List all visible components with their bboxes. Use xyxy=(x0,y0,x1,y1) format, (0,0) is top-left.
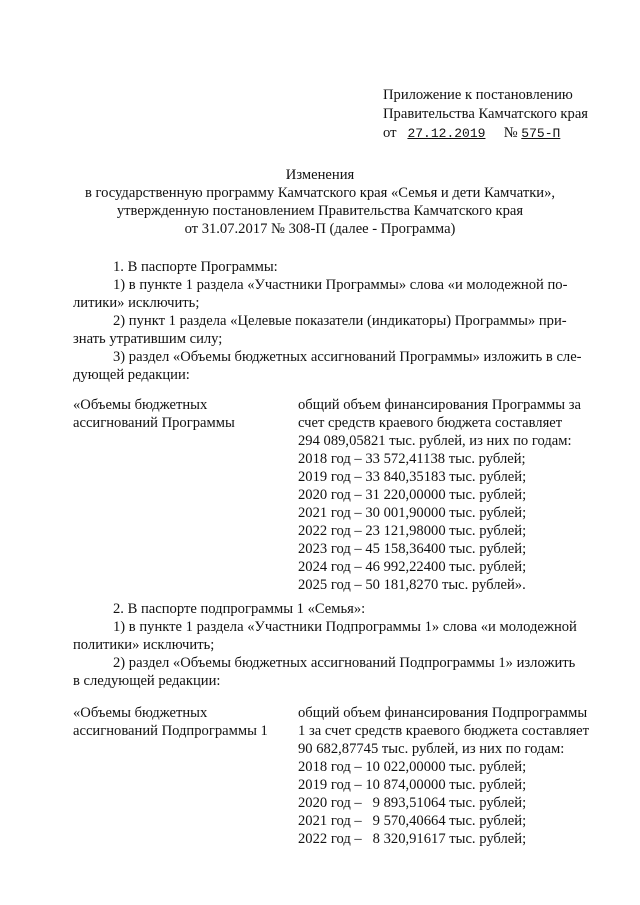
section-2-item-1-line-2: политики» исключить; xyxy=(73,637,215,653)
year-row: 2018 год – 33 572,41138 тыс. рублей; xyxy=(298,451,526,467)
year-row: 2022 год – 23 121,98000 тыс. рублей; xyxy=(298,523,527,539)
title-line-3: утвержденную постановлением Правительства Камчатского края xyxy=(116,203,524,219)
section-1-heading: 1. В паспорте Программы: xyxy=(113,259,278,275)
section-2-right-line-3: 90 682,87745 тыс. рублей, из них по годам: xyxy=(298,741,565,757)
resolution-number: 575-П xyxy=(521,126,561,141)
year-row: 2020 год – 9 893,51064 тыс. рублей; xyxy=(298,795,527,811)
section-1-item-1-line-1: 1) в пункте 1 раздела «Участники Программы» слова «и молодежной по- xyxy=(113,277,568,293)
document-header xyxy=(383,86,588,143)
section-1-left-line-2: ассигнований Программы xyxy=(73,415,235,431)
year-row: 2020 год – 31 220,00000 тыс. рублей; xyxy=(298,487,527,503)
section-1-item-2-line-1: 2) пункт 1 раздела «Целевые показатели (индикаторы) Программы» при- xyxy=(113,313,567,329)
resolution-date: 27.12.2019 xyxy=(407,126,486,141)
section-1-table-right xyxy=(298,396,603,594)
title-line-1: Изменения xyxy=(285,167,355,183)
section-2-left-line-2: ассигнований Подпрограммы 1 xyxy=(73,723,268,739)
section-1-right-line-2: счет средств краевого бюджета составляет xyxy=(298,415,563,431)
section-1-left-line-1: «Объемы бюджетных xyxy=(73,397,208,413)
section-2-table-left xyxy=(73,704,268,740)
year-row: 2022 год – 8 320,91617 тыс. рублей; xyxy=(298,831,527,847)
year-row: 2025 год – 50 181,8270 тыс. рублей». xyxy=(298,577,526,593)
section-1-item-2-line-2: знать утратившим силу; xyxy=(73,331,223,347)
document-title xyxy=(0,166,640,238)
section-2-item-1-line-1: 1) в пункте 1 раздела «Участники Подпрограммы 1» слова «и молодежной xyxy=(113,619,577,635)
section-2-right-line-1: общий объем финансирования Подпрограммы xyxy=(298,705,588,721)
section-1-item-3-line-2: дующей редакции: xyxy=(73,367,190,383)
section-2-heading: 2. В паспорте подпрограммы 1 «Семья»: xyxy=(113,601,366,617)
section-1-right-line-1: общий объем финансирования Программы за xyxy=(298,397,581,413)
year-row: 2024 год – 46 992,22400 тыс. рублей; xyxy=(298,559,527,575)
section-1 xyxy=(73,258,603,384)
year-row: 2018 год – 10 022,00000 тыс. рублей; xyxy=(298,759,527,775)
title-line-4: от 31.07.2017 № 308-П (далее - Программа) xyxy=(184,221,456,237)
year-row: 2019 год – 10 874,00000 тыс. рублей; xyxy=(298,777,527,793)
date-prefix: от xyxy=(383,125,397,141)
section-1-table-left xyxy=(73,396,235,432)
section-1-item-1-line-2: литики» исключить; xyxy=(73,295,200,311)
section-1-item-3-line-1: 3) раздел «Объемы бюджетных ассигнований Программы» изложить в сле- xyxy=(113,349,582,365)
section-2-left-line-1: «Объемы бюджетных xyxy=(73,705,208,721)
header-line-1: Приложение к постановлению xyxy=(383,87,573,103)
year-row: 2021 год – 9 570,40664 тыс. рублей; xyxy=(298,813,527,829)
section-1-right-line-3: 294 089,05821 тыс. рублей, из них по годам: xyxy=(298,433,572,449)
year-row: 2021 год – 30 001,90000 тыс. рублей; xyxy=(298,505,527,521)
year-row: 2023 год – 45 158,36400 тыс. рублей; xyxy=(298,541,527,557)
section-2-item-2-line-1: 2) раздел «Объемы бюджетных ассигнований Подпрограммы 1» изложить xyxy=(113,655,576,671)
header-date-line xyxy=(383,124,588,143)
section-2-right-line-2: 1 за счет средств краевого бюджета составляет xyxy=(298,723,589,739)
section-2-table-right xyxy=(298,704,603,848)
section-2 xyxy=(73,600,603,690)
year-row: 2019 год – 33 840,35183 тыс. рублей; xyxy=(298,469,527,485)
number-prefix: № xyxy=(503,125,518,141)
title-line-2: в государственную программу Камчатского края «Семья и дети Камчатки», xyxy=(84,185,556,201)
section-2-item-2-line-2: в следующей редакции: xyxy=(73,673,221,689)
header-line-2: Правительства Камчатского края xyxy=(383,106,589,122)
